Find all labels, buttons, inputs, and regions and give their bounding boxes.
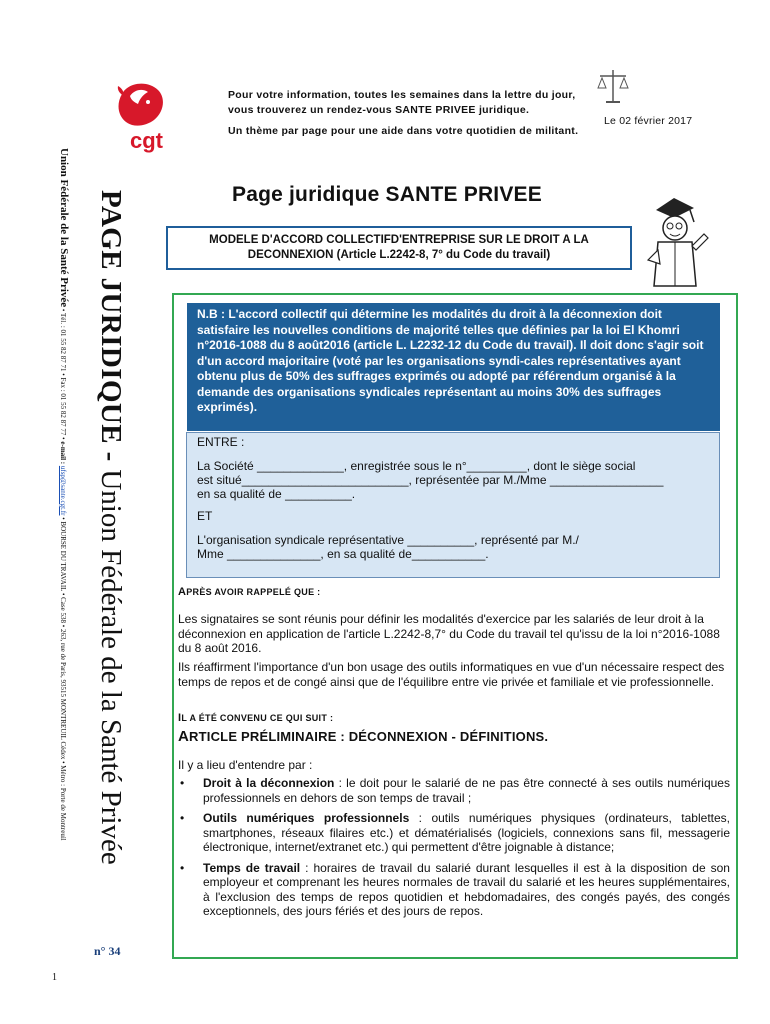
sidebar-heading-normal: Union Fédérale de la Santé Privée xyxy=(95,469,127,865)
info-line-3: Un thème par page pour une aide dans votre quotidien de militant. xyxy=(228,125,579,137)
info-line-2: vous trouverez un rendez-vous SANTE PRIVEE juridique. xyxy=(228,104,530,116)
list-item: • Outils numériques professionnels : outils numériques physiques (ordinateurs, tablettes, smartphones, réseaux filaires etc.) et dématérialisés (logiciels, connexions sans fil, messagerie électronique, internet/extranet etc.) qui permettent d'être joignable à distance; xyxy=(180,811,730,854)
judge-cartoon-icon xyxy=(638,190,710,290)
bullet-icon: • xyxy=(180,776,185,790)
model-title-line-2: DECONNEXION (Article L.2242-8, 7° du Code du travail) xyxy=(247,249,551,261)
union-line-2: Mme ______________, en sa qualité de___________. xyxy=(197,547,489,561)
definitions-list xyxy=(178,776,730,925)
company-line-2: est situé_________________________, représentée par M./Mme _________________ xyxy=(197,473,664,487)
company-line-3: en sa qualité de __________. xyxy=(197,487,356,501)
paragraph-signataires: Les signataires se sont réunis pour définir les modalités d'exercice par les salariés de leur droit à la déconnexion en application de l'article L.2242-8,7° du Code du travail tel qu'issu de la loi n°2016-1088 du 8 août 2016. xyxy=(178,612,720,655)
header-info xyxy=(228,88,608,139)
nb-note: N.B : L'accord collectif qui détermine les modalités du droit à la déconnexion doit satisfaire les nouvelles conditions de majorité telles que définies par la loi El Khomri n°2016-1088 du 8 août2016 (article L. L2232-12 du Code du travail). Il doit donc s'agir soit d'un accord majoritaire (voté par les organisations syndi-cales représentatives ayant obtenu plus de 50% des suffrages exprimés ou adopté par référendum organisé à la demande des organisations syndicales représentant au moins 30% des suffrages exprimés). xyxy=(187,303,720,431)
email-label: e-mail : xyxy=(59,441,67,466)
model-agreement-box xyxy=(166,226,632,270)
email-link[interactable]: ufsp@sante.cgt.fr xyxy=(59,465,67,516)
page-number: 1 xyxy=(52,972,57,983)
parties-box xyxy=(186,432,720,578)
entre-label: ENTRE : xyxy=(197,435,245,449)
logo-text: cgt xyxy=(130,128,163,153)
article-heading: ARTICLE PRÉLIMINAIRE : DÉCONNEXION - DÉFINITIONS. xyxy=(178,728,549,745)
bullet-icon: • xyxy=(180,811,185,825)
list-item: • Temps de travail : horaires de travail du salarié durant lesquelles il est à la disposition de son employeur et comprenant les heures normales de travail du salarié et les heures supplémentaires, à l'exclusion des temps de repos quotidien et hebdomadaires, des congés payés, des congés exceptionnels, des jours fériés et des jours de repos. xyxy=(180,860,730,918)
bullet-icon: • xyxy=(180,860,185,875)
sidebar-heading-bold: PAGE JURIDIQUE - xyxy=(95,190,127,470)
publication-date: Le 02 février 2017 xyxy=(604,115,693,127)
section-heading-apres: APRÈS AVOIR RAPPELÉ QUE : xyxy=(178,586,321,598)
scales-of-justice-icon xyxy=(596,66,630,106)
contact-info: • Tél. : 01 55 82 87 71 • Fax : 01 55 82 87 77 • xyxy=(59,307,67,442)
info-line-1: Pour votre information, toutes les semaines dans la lettre du jour, xyxy=(228,89,576,101)
et-label: ET xyxy=(197,509,213,523)
paragraph-reaffirment: Ils réaffirment l'importance d'un bon usage des outils informatiques en vue d'un nécessaire respect des temps de repos et de congé ainsi que de l'équilibre entre vie privée et familiale et vie professionnelle. xyxy=(178,660,725,689)
model-title-line-1: MODELE D'ACCORD COLLECTIFD'ENTREPRISE SUR LE DROIT A LA xyxy=(209,234,589,246)
definitions-intro: Il y a lieu d'entendre par : xyxy=(178,758,313,772)
cgt-logo xyxy=(108,76,178,156)
list-item: • Droit à la déconnexion : le doit pour le salarié de ne pas être connecté à ses outils numériques professionnels en dehors de son temps de travail ; xyxy=(180,776,730,805)
section-heading-convenu: IL A ÉTÉ CONVENU CE QUI SUIT : xyxy=(178,712,334,724)
org-name: Union Fédérale de la Santé Privée xyxy=(58,148,70,308)
address: • BOURSE DU TRAVAIL • Case 538 • 263, rue de Paris, 93515 MONTREUIL Cédex • Métro : Porte de Montreuil xyxy=(59,515,67,841)
company-line-1: La Société _____________, enregistrée sous le n°_________, dont le siège social xyxy=(197,459,636,473)
issue-number: n° 34 xyxy=(94,944,121,958)
union-line-1: L'organisation syndicale représentative __________, représenté par M./ xyxy=(197,533,579,547)
page-title: Page juridique SANTE PRIVEE xyxy=(232,183,542,206)
